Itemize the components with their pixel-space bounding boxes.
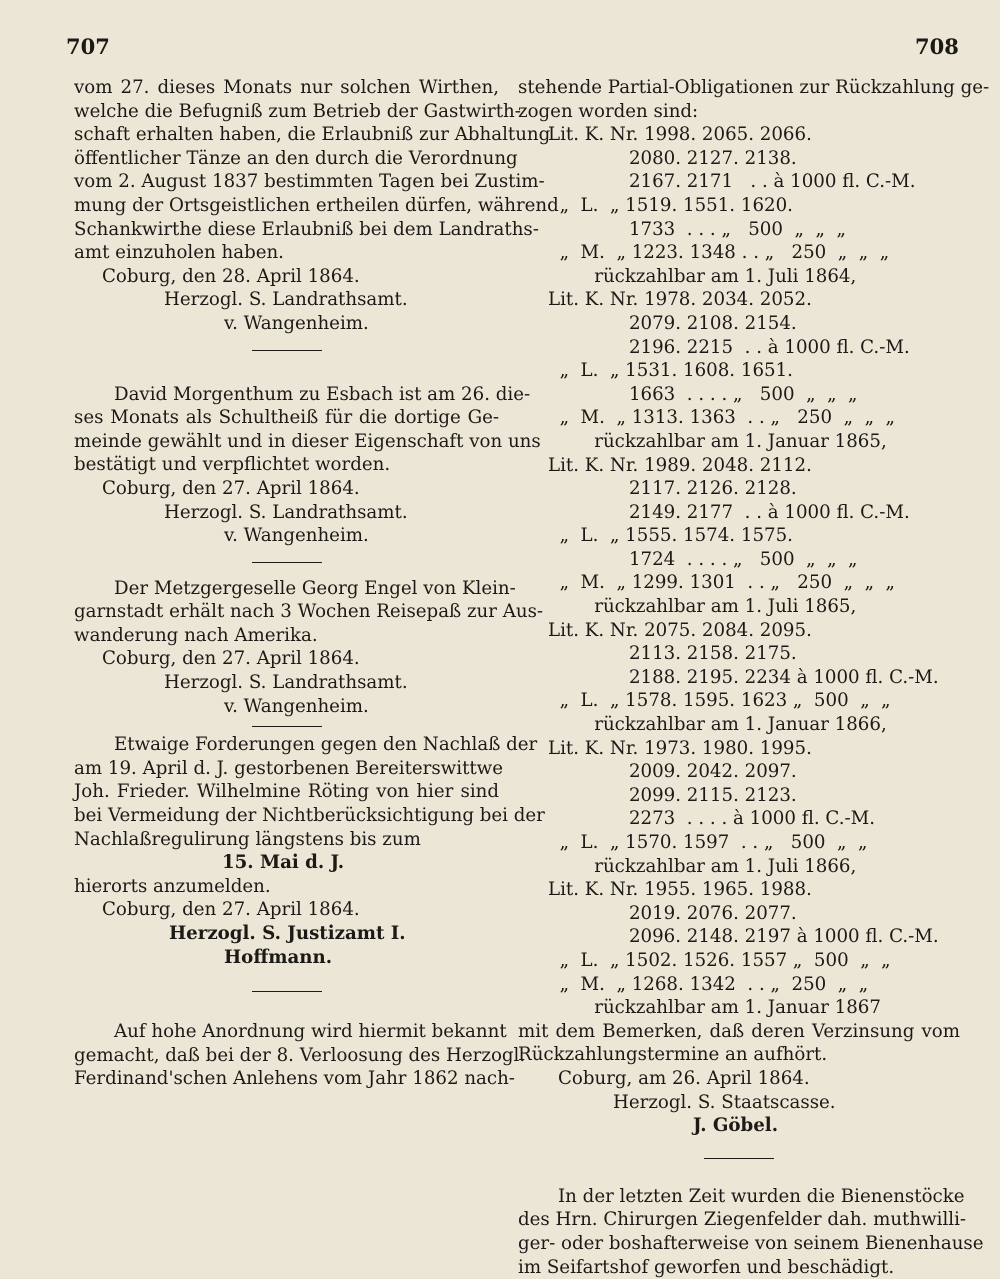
bond-table-line: 2019. 2076. 2077. — [548, 902, 960, 926]
bond-table-line: 1663 . . . . „ 500 „ „ „ — [548, 383, 960, 407]
bond-table-line: 2080. 2127. 2138. — [548, 147, 960, 171]
bond-table-line: 2096. 2148. 2197 à 1000 fl. C.-M. — [548, 925, 960, 949]
text-line: hierorts anzumelden. — [74, 875, 499, 899]
notice-loan-draw — [74, 1020, 499, 1091]
notice-estate-claims — [74, 733, 499, 969]
notice-signer: v. Wangenheim. — [74, 312, 499, 336]
notice-office: Herzogl. S. Staatscasse. — [518, 1091, 960, 1115]
text-line: Ferdinand'schen Anlehens vom Jahr 1862 nach- — [74, 1067, 499, 1091]
text-line: Der Metzgergeselle Georg Engel von Klein- — [74, 577, 499, 601]
bond-table-line: „ M. „ 1313. 1363 . . „ 250 „ „ „ — [548, 406, 960, 430]
bond-table-line: Lit. K. Nr. 1998. 2065. 2066. — [548, 123, 960, 147]
bond-table-line: Lit. K. Nr. 1955. 1965. 1988. — [548, 878, 960, 902]
bond-table-line: „ L. „ 1502. 1526. 1557 „ 500 „ „ — [548, 949, 960, 973]
bond-table-line: „ M. „ 1223. 1348 . . „ 250 „ „ „ — [548, 241, 960, 265]
notice-schultheiss — [74, 383, 499, 548]
notice-signer: J. Göbel. — [518, 1114, 960, 1138]
deadline: 15. Mai d. J. — [74, 851, 499, 875]
page-number-right: 708 — [915, 34, 959, 59]
notice-date: Coburg, am 26. April 1864. — [518, 1067, 960, 1091]
separator-rule — [252, 350, 322, 351]
text-line: mit dem Bemerken, daß deren Verzinsung vom — [518, 1020, 960, 1044]
bond-table-line: „ L. „ 1519. 1551. 1620. — [548, 194, 960, 218]
bond-table-line: 2273 . . . . à 1000 fl. C.-M. — [548, 807, 960, 831]
bond-table-line: 2196. 2215 . . à 1000 fl. C.-M. — [548, 336, 960, 360]
text-line: des Hrn. Chirurgen Ziegenfelder dah. muthwilli- — [518, 1208, 960, 1232]
text-line: Schankwirthe diese Erlaubniß bei dem Landraths- — [74, 218, 499, 242]
notice-innkeepers — [74, 76, 499, 336]
bond-table-line: rückzahlbar am 1. Januar 1865, — [548, 430, 960, 454]
text-line: Auf hohe Anordnung wird hiermit bekannt — [74, 1020, 499, 1044]
bond-table-line: 2149. 2177 . . à 1000 fl. C.-M. — [548, 501, 960, 525]
text-line: Nachlaßregulirung längstens bis zum — [74, 828, 499, 852]
notice-office: Herzogl. S. Justizamt I. — [74, 922, 499, 946]
text-line: Joh. Frieder. Wilhelmine Röting von hier sind — [74, 780, 499, 804]
notice-emigration — [74, 577, 499, 719]
text-line: bestätigt und verpflichtet worden. — [74, 453, 499, 477]
notice-office: Herzogl. S. Landrathsamt. — [74, 671, 499, 695]
text-line: vom 27. dieses Monats nur solchen Wirthen, — [74, 76, 499, 100]
text-line: schaft erhalten haben, die Erlaubniß zur Abhaltung — [74, 123, 499, 147]
bond-table-line: 1724 . . . . „ 500 „ „ „ — [548, 548, 960, 572]
notice-office: Herzogl. S. Landrathsamt. — [74, 501, 499, 525]
notice-signer: v. Wangenheim. — [74, 695, 499, 719]
bond-table-line: 2113. 2158. 2175. — [548, 642, 960, 666]
text-line: amt einzuholen haben. — [74, 241, 499, 265]
text-line: Rückzahlungstermine an aufhört. — [518, 1043, 960, 1067]
page-number-left: 707 — [66, 34, 110, 59]
bond-table-line: „ L. „ 1531. 1608. 1651. — [548, 359, 960, 383]
notice-date: Coburg, den 27. April 1864. — [74, 477, 499, 501]
bond-table-line: Lit. K. Nr. 2075. 2084. 2095. — [548, 619, 960, 643]
text-line: mung der Ortsgeistlichen ertheilen dürfen, während — [74, 194, 499, 218]
separator-rule — [704, 1158, 774, 1159]
text-line: ses Monats als Schultheiß für die dortige Ge- — [74, 406, 499, 430]
bond-table-line: Lit. K. Nr. 1989. 2048. 2112. — [548, 454, 960, 478]
bond-table — [518, 123, 960, 1020]
text-line: Etwaige Forderungen gegen den Nachlaß der — [74, 733, 499, 757]
notice-signer: v. Wangenheim. — [74, 524, 499, 548]
text-line: bei Vermeidung der Nichtberücksichtigung bei der — [74, 804, 499, 828]
left-column — [74, 76, 499, 1091]
bond-table-line: rückzahlbar am 1. Juli 1864, — [548, 265, 960, 289]
separator-rule — [252, 991, 322, 992]
notice-date: Coburg, den 28. April 1864. — [74, 265, 499, 289]
bond-table-line: Lit. K. Nr. 1978. 2034. 2052. — [548, 288, 960, 312]
notice-office: Herzogl. S. Landrathsamt. — [74, 288, 499, 312]
bond-table-line: 2167. 2171 . . à 1000 fl. C.-M. — [548, 170, 960, 194]
bond-table-line: 2009. 2042. 2097. — [548, 760, 960, 784]
bond-table-line: rückzahlbar am 1. Januar 1866, — [548, 713, 960, 737]
bond-table-line: 2079. 2108. 2154. — [548, 312, 960, 336]
text-line: welche die Befugniß zum Betrieb der Gastwirth- — [74, 100, 499, 124]
text-line: meinde gewählt und in dieser Eigenschaft von uns — [74, 430, 499, 454]
text-line: im Seifartshof geworfen und beschädigt. — [518, 1256, 960, 1279]
text-line: vom 2. August 1837 bestimmten Tagen bei Zustim- — [74, 170, 499, 194]
bond-table-line: „ L. „ 1578. 1595. 1623 „ 500 „ „ — [548, 689, 960, 713]
text-line: garnstadt erhält nach 3 Wochen Reisepaß zur Aus- — [74, 600, 499, 624]
notice-date: Coburg, den 27. April 1864. — [74, 898, 499, 922]
text-line: gemacht, daß bei der 8. Verloosung des Herzogl. — [74, 1044, 499, 1068]
bond-table-line: 2117. 2126. 2128. — [548, 477, 960, 501]
bond-table-line: rückzahlbar am 1. Januar 1867 — [548, 996, 960, 1020]
notice-signer: Hoffmann. — [74, 946, 499, 970]
separator-rule — [252, 726, 322, 727]
right-column — [518, 76, 960, 1279]
separator-rule — [252, 562, 322, 563]
text-line: David Morgenthum zu Esbach ist am 26. die- — [74, 383, 499, 407]
bond-table-line: 2099. 2115. 2123. — [548, 784, 960, 808]
text-line: wanderung nach Amerika. — [74, 624, 499, 648]
text-line: zogen worden sind: — [518, 100, 960, 124]
bond-table-line: rückzahlbar am 1. Juli 1865, — [548, 595, 960, 619]
bond-table-line: Lit. K. Nr. 1973. 1980. 1995. — [548, 737, 960, 761]
text-line: am 19. April d. J. gestorbenen Bereiterswittwe — [74, 757, 499, 781]
bond-table-line: „ L. „ 1570. 1597 . . „ 500 „ „ — [548, 831, 960, 855]
bond-table-line: „ M. „ 1299. 1301 . . „ 250 „ „ „ — [548, 571, 960, 595]
bond-table-line: 2188. 2195. 2234 à 1000 fl. C.-M. — [548, 666, 960, 690]
text-line: ger- oder boshafterweise von seinem Bienenhause — [518, 1232, 960, 1256]
bond-table-line: „ M. „ 1268. 1342 . . „ 250 „ „ — [548, 973, 960, 997]
text-line: stehende Partial-Obligationen zur Rückzahlung ge- — [518, 76, 960, 100]
bond-table-line: „ L. „ 1555. 1574. 1575. — [548, 524, 960, 548]
notice-date: Coburg, den 27. April 1864. — [74, 647, 499, 671]
text-line: öffentlicher Tänze an den durch die Verordnung — [74, 147, 499, 171]
notice-beehives — [518, 1185, 960, 1279]
bond-table-line: rückzahlbar am 1. Juli 1866, — [548, 855, 960, 879]
text-line: In der letzten Zeit wurden die Bienenstöcke — [518, 1185, 960, 1209]
bond-table-line: 1733 . . . „ 500 „ „ „ — [548, 218, 960, 242]
